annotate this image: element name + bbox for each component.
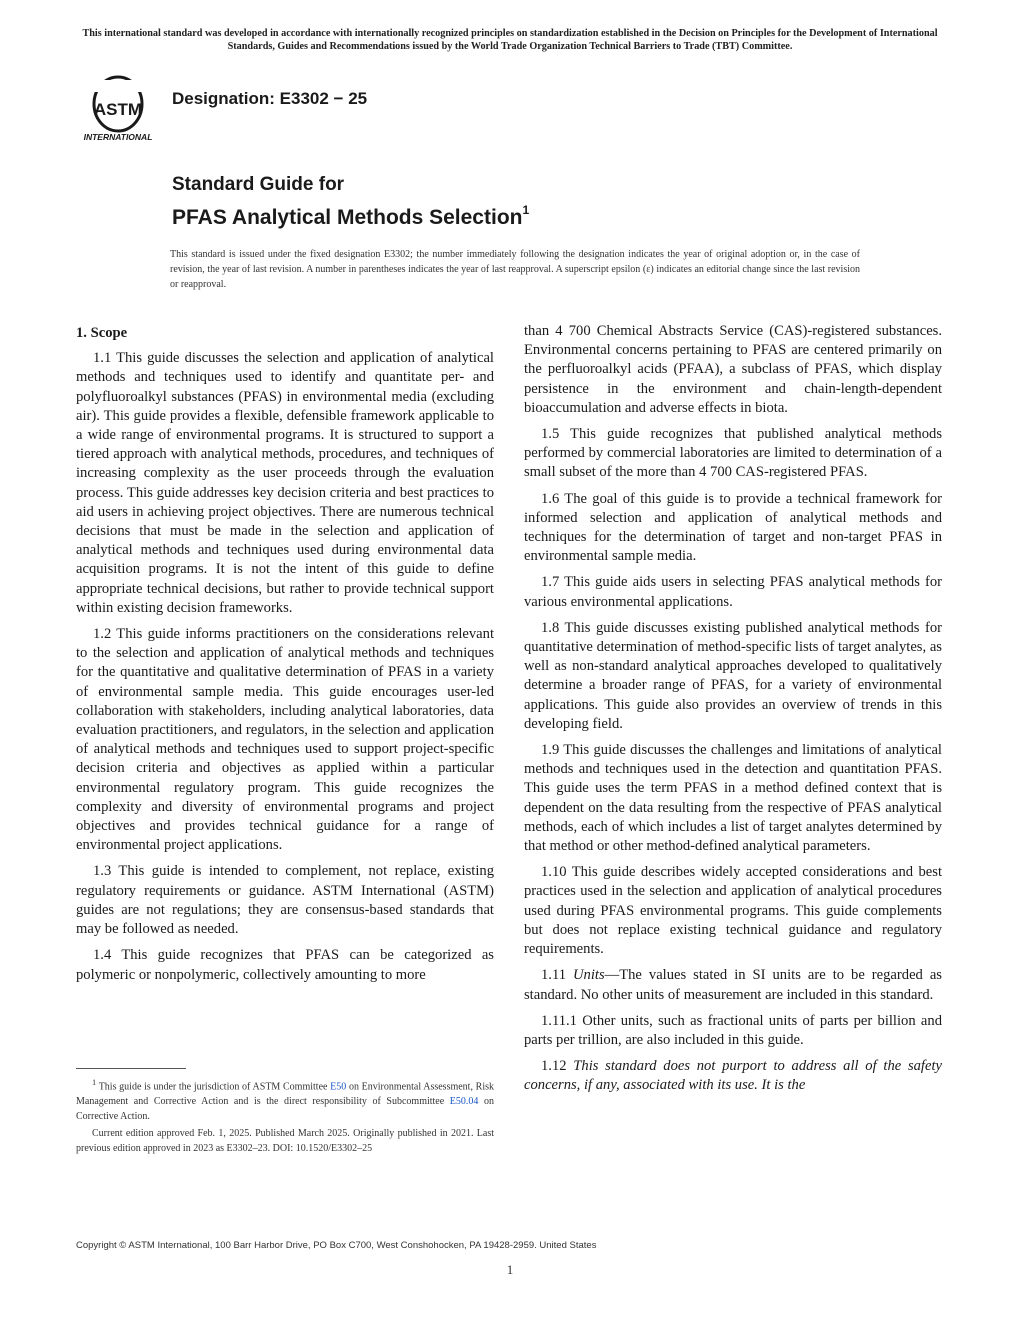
subcommittee-e50-04-link[interactable]: E50.04 xyxy=(449,1096,479,1108)
footnote-1-text-b: on Environmental Assessment, Risk Management and Corrective Action and is the direct responsibility of Subcommittee xyxy=(76,1081,494,1108)
title-line-2 xyxy=(172,196,529,232)
footnotes xyxy=(76,1068,494,1158)
right-column xyxy=(524,322,942,1103)
section-heading: 1. Scope xyxy=(76,325,128,341)
footnote-mark: 1 xyxy=(92,1078,97,1087)
designation-note: This standard is issued under the fixed designation E3302; the number immediately following the designation indicates the year of original adoption or, in the case of revision, the year of last revision. A number in parentheses indicates the year of last reapproval. A superscript epsilon (ε) indicates an editorial change since the last revision or reapproval. xyxy=(170,249,860,290)
paragraph-1-2: 1.2 This guide informs practitioners on the considerations relevant to the selection and application of analytical methods and techniques for the quantitative and qualitative determination of PFAS in a variety of environmental sample media. This guide encourages user-led collaboration with stakeholders, including analytical laboratories, data evaluation practitioners, and regulators, in the selection and application of analytical methods and techniques used to support project-specific decision criteria and objectives as applied within a particular environmental regulatory program. This guide recognizes the complexity and diversity of environmental programs and project objectives and provides technical guidance for a range of environmental project applications. xyxy=(76,626,494,854)
paragraph-1-1: 1.1 This guide discusses the selection and application of analytical methods and techniques used to identify and quantitate per- and polyfluoroalkyl substances (PFAS) in environmental media (excluding air). This guide provides a flexible, defensible framework applicable to a wide range of environmental programs. It is structured to support a tiered approach with analytical methods, procedures, and techniques of increasing complexity as the user proceeds through the evaluation process. This guide addresses key decision criteria and best practices to aid users in achieving project objectives. There are numerous technical decisions that must be made in the selection and application of analytical methods and techniques used during environmental data acquisition programs. It is not the intent of this guide to define appropriate technical decisions, but rather to provide technical support within existing decision frameworks. xyxy=(76,350,494,616)
copyright-line: Copyright © ASTM International, 100 Barr Harbor Drive, PO Box C700, West Conshohocken, PA 19428-2959. United States xyxy=(76,1240,597,1251)
committee-e50-link[interactable]: E50 xyxy=(330,1081,347,1093)
title-footnote-mark: 1 xyxy=(522,203,530,217)
document-title xyxy=(172,174,529,232)
paragraph-1-8: 1.8 This guide discusses existing published analytical methods for quantitative determination of method-specific lists of target analytes, as well as non-standard analytical approaches developed to qualitatively determine a broader range of PFAS, for a variety of environmental applications. This guide also provides an overview of trends in this developing field. xyxy=(524,619,942,732)
safety-caveat-text: This standard does not purport to address all of the safety concerns, if any, associated with its use. It is the xyxy=(524,1058,942,1094)
title-line-1: Standard Guide for xyxy=(172,174,345,195)
paragraph-1-10: 1.10 This guide describes widely accepted considerations and best practices used in the selection and application of analytical procedures used during PFAS environmental programs. This guide complements but does not replace existing technical guidance and regulatory requirements. xyxy=(524,864,942,958)
paragraph-1-3: 1.3 This guide is intended to complement, not replace, existing regulatory requirements or guidance. ASTM International (ASTM) guides are not regulations; they are consensus-based standards that may be followed as needed. xyxy=(76,863,494,938)
paragraph-1-11 xyxy=(524,966,942,1004)
logo-subtext: INTERNATIONAL xyxy=(83,132,153,142)
designation: Designation: E3302 − 25 xyxy=(172,89,368,108)
footnote-1 xyxy=(76,1075,494,1124)
paragraph-1-6: 1.6 The goal of this guide is to provide a technical framework for informed selection and application of analytical methods and techniques for the determination of target and non-target PFAS in environmental sample media. xyxy=(524,490,942,565)
paragraph-1-7: 1.7 This guide aids users in selecting PFAS analytical methods for various environmental applications. xyxy=(524,574,942,610)
footnote-1-text-a: This guide is under the jurisdiction of ASTM Committee xyxy=(98,1081,328,1093)
title-main: PFAS Analytical Methods Selection xyxy=(172,206,523,229)
page-number: 1 xyxy=(506,1262,514,1277)
paragraph-1-11-number: 1.11 xyxy=(541,967,566,984)
left-column xyxy=(76,322,494,992)
paragraph-1-5: 1.5 This guide recognizes that published analytical methods performed by commercial laboratories are limited to determination of a small subset of the more than 4 700 CAS-registered PFAS. xyxy=(524,426,942,481)
logo-wordmark: ASTM xyxy=(93,100,143,119)
footnote-divider xyxy=(76,1068,186,1069)
units-text: —The values stated in SI units are to be regarded as standard. No other units of measurement are included in this standard. xyxy=(524,967,942,1003)
paragraph-1-11-1: 1.11.1 Other units, such as fractional units of parts per billion and parts per trillion, are also included in this guide. xyxy=(524,1012,942,1048)
paragraph-1-12-number: 1.12 xyxy=(541,1058,567,1075)
paragraph-1-9: 1.9 This guide discusses the challenges and limitations of analytical methods and techniques used in the detection and quantitation PFAS. This guide uses the term PFAS in a method defined context that is dependent on the data resulting from the respective of PFAS analytical methods, each of which includes a list of target analytes determined by that method or other method-defined analytical parameters. xyxy=(524,742,942,855)
paragraph-1-12 xyxy=(524,1057,942,1095)
paragraph-1-4-continued: than 4 700 Chemical Abstracts Service (CAS)-registered substances. Environmental concerns pertaining to PFAS are centered primarily on the perfluoroalkyl acids (PFAA), a subclass of PFAS, which display persistence in the environment and chain-length-dependent bioaccumulation and adverse effects in biota. xyxy=(524,323,942,416)
footnote-1-text-c: on Corrective Action. xyxy=(76,1096,495,1123)
paragraph-1-4: 1.4 This guide recognizes that PFAS can be categorized as polymeric or nonpolymeric, collectively amounting to more xyxy=(76,947,494,983)
edition-note: Current edition approved Feb. 1, 2025. Published March 2025. Originally published in 2021. Last previous edition approved in 2023 as E3302–23. DOI: 10.1520/E3302–25 xyxy=(76,1128,494,1155)
astm-logo xyxy=(72,70,164,150)
standardization-notice: This international standard was developed in accordance with internationally recognized principles on standardization established in the Decision on Principles for the Development of International Standards, Guides and Recommendations issued by the World Trade Organization Technical Barriers to Trade (TBT) Committee. xyxy=(82,28,938,52)
units-label: Units xyxy=(573,967,605,984)
